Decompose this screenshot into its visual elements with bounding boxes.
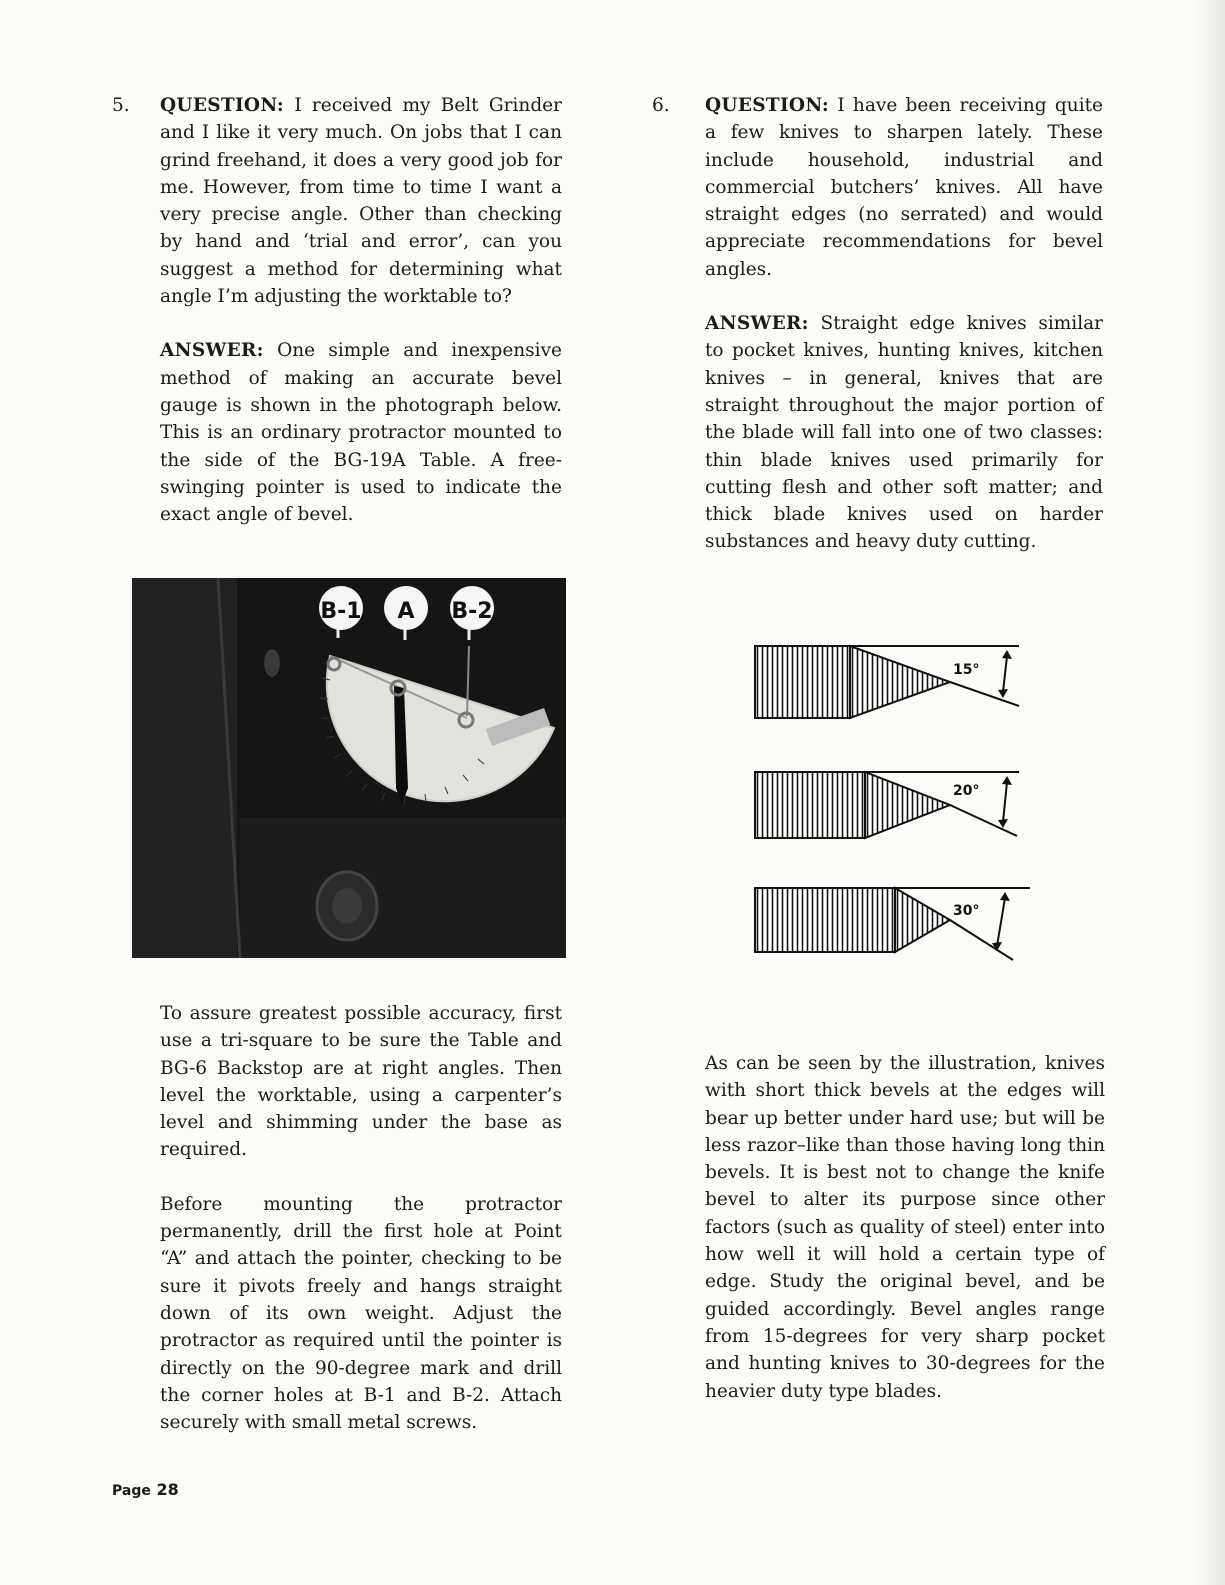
bevel-diagram-svg (745, 630, 1035, 980)
answer-5-label: ANSWER: (160, 340, 264, 362)
bevel-discussion-paragraph: As can be seen by the illustration, knives with short thick bevels at the edges will bear up better under hard use; but will be less razor–like than those having long thin bevels. It is best not to change the knife bevel to alter its purpose since other factors (such as quality of steel) enter into how well it will hold a certain type of edge. Study the original bevel, and be guided accordingly. Bevel angles range from 15-degrees for very sharp pocket and hunting knives to 30-degrees for the heavier duty type blades. (705, 1053, 1105, 1402)
question-5-number: 5. (112, 95, 130, 116)
bevel-angle-diagram (745, 630, 1035, 980)
question-5-continuation (160, 1000, 562, 1436)
answer-6-text: Straight edge knives similar to pocket knives, hunting knives, kitchen knives – in general, knives that are straight throughout the major portion of the blade will fall into one of two classes: thin blade knives used primarily for cutting flesh and other soft matter; and thick blade knives used on harder substances and heavy duty cutting. (705, 313, 1103, 553)
page-word: Page (112, 1483, 151, 1499)
photo-callout-b2 (450, 586, 494, 630)
page-edge-shadow (1195, 0, 1225, 1585)
protractor-photo-illustration (132, 578, 566, 958)
bevel-15-figure (755, 646, 1019, 718)
photo-label-b1: B-1 (320, 599, 362, 624)
page-number (112, 1480, 179, 1499)
protractor-gauge-photo (132, 578, 566, 958)
bevel-label-15: 15° (953, 662, 980, 678)
question-6-continuation (705, 1050, 1105, 1405)
question-6-label: QUESTION: (705, 95, 830, 116)
photo-label-a: A (397, 599, 415, 624)
answer-5-text: One simple and inexpensive method of making an accurate bevel gauge is shown in the photograph below. This is an ordinary protractor mounted to the side of the BG-19A Table. A free-swinging pointer is used to indicate the exact angle of bevel. (160, 340, 562, 526)
question-5-paragraph (160, 92, 562, 310)
accuracy-paragraph: To assure greatest possible accuracy, first use a tri-square to be sure the Table and BG-6 Backstop are at right angles. Then level the worktable, using a carpenter’s level and shimming under the base as required. (160, 1003, 562, 1161)
photo-callout-b1 (319, 586, 363, 630)
bevel-20-figure (755, 772, 1019, 838)
question-5-column (160, 92, 562, 528)
answer-5-paragraph (160, 337, 562, 528)
question-6-paragraph (705, 92, 1103, 283)
answer-6-paragraph (705, 310, 1103, 556)
bevel-30-figure (755, 888, 1030, 960)
photo-label-b2: B-2 (451, 599, 493, 624)
photo-callout-a (384, 586, 428, 630)
question-6-column (705, 92, 1103, 556)
bevel-label-20: 20° (953, 783, 980, 799)
mounting-paragraph: Before mounting the protractor permanently, drill the first hole at Point “A” and attach the pointer, checking to be sure it pivots freely and hangs straight down of its own weight. Adjust the protractor as required until the pointer is directly on the 90-degree mark and drill the corner holes at B-1 and B-2. Attach securely with small metal screws. (160, 1193, 562, 1434)
answer-6-label: ANSWER: (705, 313, 809, 335)
question-5-label: QUESTION: (160, 95, 285, 116)
question-5-text: I received my Belt Grinder and I like it very much. On jobs that I can grind freehand, it does a very good job for me. However, from time to time I want a very precise angle. Other than checking by hand and ‘trial and error’, can you suggest a method for determining what angle I’m adjusting the worktable to? (160, 95, 562, 308)
bevel-label-30: 30° (953, 903, 980, 919)
question-6-text: I have been receiving quite a few knives to sharpen lately. These include household, industrial and commercial butchers’ knives. All have straight edges (no serrated) and would appreciate recommendations for bevel angles. (705, 95, 1103, 280)
page-number-value: 28 (156, 1480, 179, 1499)
question-6-number: 6. (652, 95, 670, 116)
